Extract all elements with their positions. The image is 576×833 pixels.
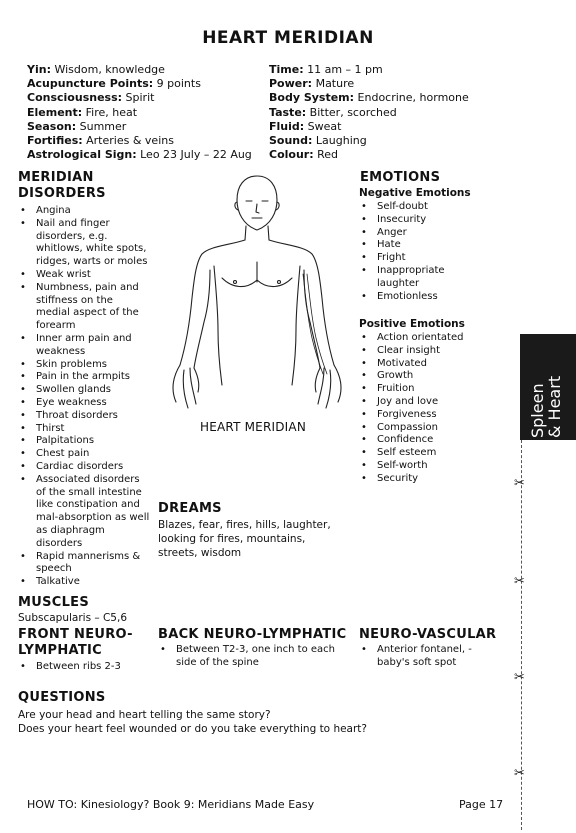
info-row: Acupuncture Points: 9 points xyxy=(27,77,201,91)
info-left xyxy=(27,63,252,162)
questions-text xyxy=(18,708,498,736)
list-item: • Talkative xyxy=(18,576,150,589)
dreams-heading: DREAMS xyxy=(158,501,222,516)
list-item: • Numbness, pain and stiffness on the medial aspect of the forearm xyxy=(18,282,150,333)
list-item: • Inner arm pain and weakness xyxy=(18,333,150,359)
heart-meridian-body-illustration xyxy=(160,170,355,420)
muscles-heading: MUSCLES xyxy=(18,595,90,610)
scissors-icon: ✂ xyxy=(514,574,525,589)
list-item: • Growth xyxy=(359,370,499,383)
emotions-heading: EMOTIONS xyxy=(360,170,441,185)
list-item: • Between ribs 2-3 xyxy=(18,661,148,674)
list-item: • Clear insight xyxy=(359,345,499,358)
dreams-text: Blazes, fear, fires, hills, laughter, looking for fires, mountains, streets, wisdom xyxy=(158,519,331,559)
list-item: • Insecurity xyxy=(359,214,474,227)
list-item: • Self esteem xyxy=(359,447,499,460)
info-row: Astrological Sign: Leo 23 July – 22 Aug xyxy=(27,148,252,162)
front-neuro-lymphatic-list xyxy=(18,661,148,674)
info-row: Power: Mature xyxy=(269,77,355,91)
list-item: • Angina xyxy=(18,205,150,218)
list-item: • Skin problems xyxy=(18,359,150,372)
question-line: Does your heart feel wounded or do you take everything to heart? xyxy=(18,723,368,735)
negative-emotions-list xyxy=(359,201,474,303)
scissors-icon: ✂ xyxy=(514,476,525,491)
list-item: • Self-doubt xyxy=(359,201,474,214)
back-neuro-lymphatic-list xyxy=(158,644,348,670)
list-item: • Fright xyxy=(359,252,474,265)
info-row: Element: Fire, heat xyxy=(27,105,138,119)
list-item: • Anger xyxy=(359,227,474,240)
scissors-icon: ✂ xyxy=(514,670,525,685)
list-item: • Joy and love xyxy=(359,396,499,409)
info-row: Consciousness: Spirit xyxy=(27,91,155,105)
neuro-vascular-list xyxy=(359,644,494,670)
list-item: • Hate xyxy=(359,239,474,252)
figure-caption: HEART MERIDIAN xyxy=(200,420,307,434)
list-item: • Between T2-3, one inch to each side of the spine xyxy=(158,644,348,670)
list-item: • Eye weakness xyxy=(18,397,150,410)
list-item: • Thirst xyxy=(18,423,150,436)
list-item: • Weak wrist xyxy=(18,269,150,282)
list-item: • Chest pain xyxy=(18,448,150,461)
list-item: • Palpitations xyxy=(18,435,150,448)
negative-emotions-heading: Negative Emotions xyxy=(359,187,471,199)
meridian-disorders-list xyxy=(18,205,150,589)
list-item: • Cardiac disorders xyxy=(18,461,150,474)
list-item: • Rapid mannerisms & speech xyxy=(18,551,150,577)
list-item: • Inappropriate laughter xyxy=(359,265,474,291)
info-right xyxy=(269,63,469,162)
list-item: • Emotionless xyxy=(359,291,474,304)
question-line: Are your head and heart telling the same story? xyxy=(18,709,271,721)
info-row: Colour: Red xyxy=(269,148,339,162)
info-row: Taste: Bitter, scorched xyxy=(269,105,397,119)
positive-emotions-list xyxy=(359,332,499,486)
list-item: • Confidence xyxy=(359,434,499,447)
section-tab-label: Spleen & Heart xyxy=(528,375,564,438)
info-row: Body System: Endocrine, hormone xyxy=(269,91,469,105)
list-item: • Swollen glands xyxy=(18,384,150,397)
list-item: • Anterior fontanel, - baby's soft spot xyxy=(359,644,494,670)
info-row: Time: 11 am – 1 pm xyxy=(269,63,383,76)
list-item: • Action orientated xyxy=(359,332,499,345)
list-item: • Pain in the armpits xyxy=(18,371,150,384)
info-row: Fluid: Sweat xyxy=(269,119,342,133)
questions-heading: QUESTIONS xyxy=(18,690,106,705)
meridian-disorders-heading: MERIDIAN DISORDERS xyxy=(18,170,106,201)
list-item: • Associated disorders of the small intestine like constipation and mal-absorption as well as diaphragm disorders xyxy=(18,474,150,551)
muscles-text: Subscapularis – C5,6 xyxy=(18,612,127,624)
info-row: Fortifies: Arteries & veins xyxy=(27,134,174,148)
front-neuro-lymphatic-heading: FRONT NEURO- LYMPHATIC xyxy=(18,627,133,658)
positive-emotions-heading: Positive Emotions xyxy=(359,318,465,330)
info-row: Sound: Laughing xyxy=(269,134,367,148)
scissors-icon: ✂ xyxy=(514,766,525,781)
footer-book-title: HOW TO: Kinesiology? Book 9: Meridians Made Easy xyxy=(27,798,315,811)
list-item: • Nail and finger disorders, e.g. whitlows, white spots, ridges, warts or moles xyxy=(18,218,150,269)
neuro-vascular-heading: NEURO-VASCULAR xyxy=(359,627,497,642)
page-number: Page 17 xyxy=(459,798,504,811)
list-item: • Throat disorders xyxy=(18,410,150,423)
back-neuro-lymphatic-heading: BACK NEURO-LYMPHATIC xyxy=(158,627,347,642)
page-title: HEART MERIDIAN xyxy=(202,28,374,48)
list-item: • Compassion xyxy=(359,422,499,435)
list-item: • Forgiveness xyxy=(359,409,499,422)
list-item: • Fruition xyxy=(359,383,499,396)
info-row: Yin: Wisdom, knowledge xyxy=(27,63,165,76)
list-item: • Motivated xyxy=(359,358,499,371)
list-item: • Security xyxy=(359,473,499,486)
info-row: Season: Summer xyxy=(27,119,127,133)
list-item: • Self-worth xyxy=(359,460,499,473)
